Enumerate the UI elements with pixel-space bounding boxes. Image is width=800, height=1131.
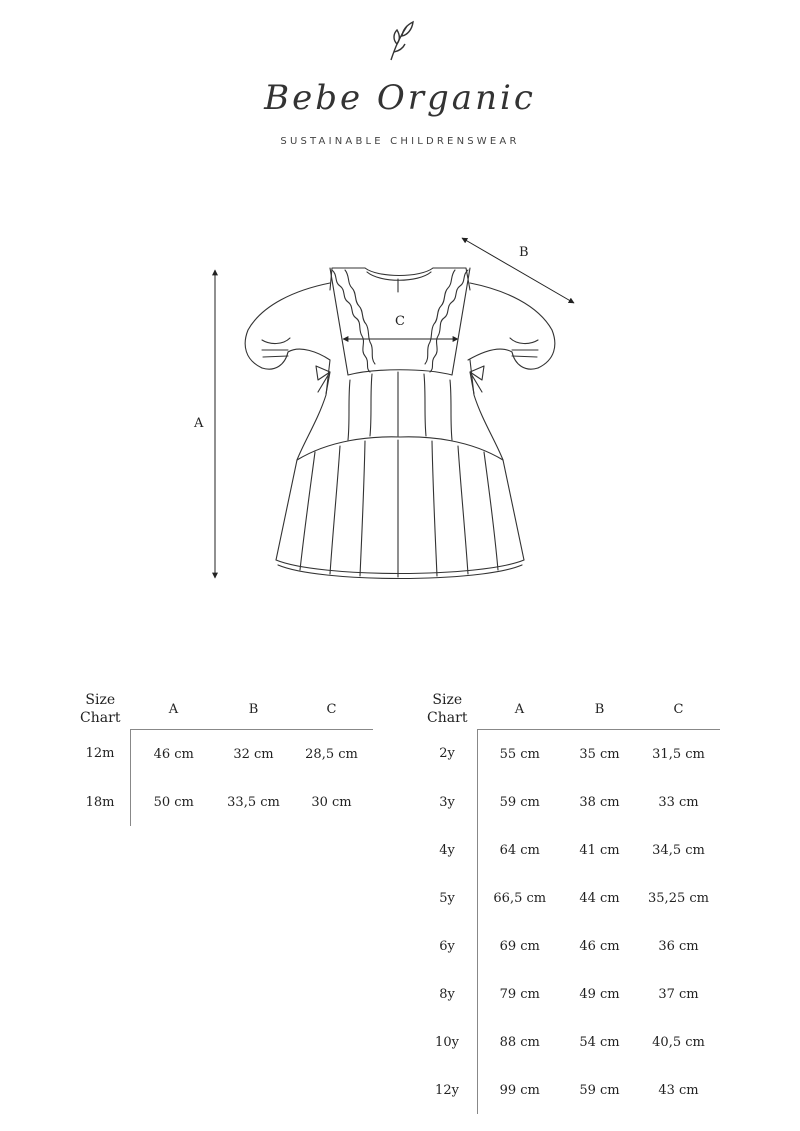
size-cell: 12y (435, 1082, 459, 1098)
value-a-cell: 55 cm (478, 730, 562, 779)
value-b-cell: 49 cm (579, 986, 620, 1002)
value-b-cell: 41 cm (579, 842, 620, 858)
brand-tagline: SUSTAINABLE CHILDRENSWEAR (280, 136, 520, 147)
value-a-cell: 59 cm (478, 778, 562, 826)
value-b-cell: 54 cm (579, 1034, 620, 1050)
table-row (70, 730, 373, 779)
value-b-cell: 44 cm (579, 890, 620, 906)
value-a-cell: 50 cm (131, 778, 217, 826)
value-b-cell: 33,5 cm (227, 794, 280, 810)
size-cell: 4y (439, 842, 455, 858)
value-c-cell: 37 cm (658, 986, 699, 1002)
value-a-cell: 66,5 cm (478, 874, 562, 922)
size-cell: 8y (439, 986, 455, 1002)
measure-c-label: C (395, 314, 405, 329)
size-chart-header-line1: Size (432, 692, 463, 709)
value-c-cell: 43 cm (658, 1082, 699, 1098)
value-b-cell: 46 cm (579, 938, 620, 954)
table-row (417, 874, 720, 922)
value-a-cell: 99 cm (478, 1066, 562, 1114)
brand-name: Bebe Organic (264, 78, 536, 118)
measure-b-label: B (519, 245, 529, 260)
value-c-cell: 35,25 cm (648, 890, 709, 906)
value-c-cell: 33 cm (658, 794, 699, 810)
size-chart-kids (417, 689, 720, 1114)
value-c-cell: 30 cm (311, 794, 352, 810)
measure-a-label: A (194, 416, 204, 431)
value-c-cell: 34,5 cm (652, 842, 705, 858)
table-row (417, 730, 720, 779)
table-row (70, 778, 373, 826)
table-row (417, 922, 720, 970)
value-c-cell: 40,5 cm (652, 1034, 705, 1050)
size-chart-header (417, 689, 478, 730)
value-a-cell: 46 cm (131, 730, 217, 779)
value-b-cell: 38 cm (579, 794, 620, 810)
size-cell: 10y (435, 1034, 459, 1050)
size-cell: 18m (85, 794, 115, 810)
value-b-cell: 32 cm (233, 746, 274, 762)
size-cell: 6y (439, 938, 455, 954)
column-header-c: C (291, 689, 373, 730)
table-row (417, 826, 720, 874)
column-header-c: C (638, 689, 720, 730)
size-chart-header-line2: Chart (427, 710, 468, 727)
column-header-a: A (478, 689, 562, 730)
size-chart-baby (70, 689, 373, 826)
value-c-cell: 28,5 cm (305, 746, 358, 762)
value-c-cell: 31,5 cm (652, 746, 705, 762)
value-a-cell: 69 cm (478, 922, 562, 970)
column-header-b: B (217, 689, 291, 730)
size-cell: 12m (85, 746, 115, 762)
table-row (417, 1018, 720, 1066)
value-a-cell: 79 cm (478, 970, 562, 1018)
table-row (417, 1066, 720, 1114)
value-b-cell: 59 cm (579, 1082, 620, 1098)
measure-b-arrow (462, 238, 574, 303)
column-header-a: A (131, 689, 217, 730)
table-row (417, 970, 720, 1018)
size-cell: 5y (439, 890, 455, 906)
value-c-cell: 36 cm (658, 938, 699, 954)
size-chart-header (70, 689, 131, 730)
size-chart-header-line1: Size (85, 692, 116, 709)
size-chart-header-line2: Chart (80, 710, 121, 727)
column-header-b: B (562, 689, 638, 730)
value-a-cell: 88 cm (478, 1018, 562, 1066)
size-cell: 2y (439, 746, 455, 762)
value-a-cell: 64 cm (478, 826, 562, 874)
size-cell: 3y (439, 794, 455, 810)
table-row (417, 778, 720, 826)
value-b-cell: 35 cm (579, 746, 620, 762)
